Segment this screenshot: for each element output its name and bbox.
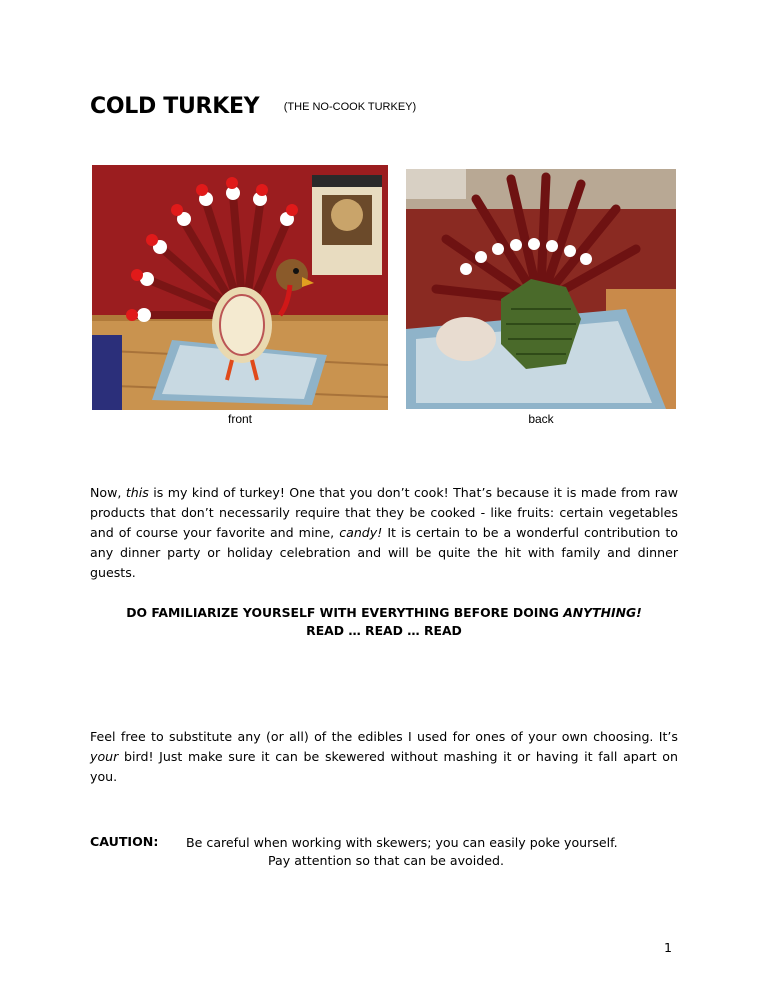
- intro-emphasis-candy: candy!: [339, 525, 383, 540]
- familiarize-notice: [90, 604, 678, 640]
- substitute-text-2: bird! Just make sure it can be skewered without mashing it or having it fall apart on you.: [90, 749, 678, 784]
- caution-line-1: Be careful when working with skewers; you can easily poke yourself.: [186, 835, 618, 850]
- intro-paragraph: [90, 483, 678, 583]
- page-title: COLD TURKEY: [90, 94, 260, 119]
- page-number: 1: [664, 940, 673, 955]
- familiarize-text: DO FAMILIARIZE YOURSELF WITH EVERYTHING BEFORE DOING: [126, 605, 564, 620]
- substitute-emphasis: your: [90, 749, 119, 764]
- page-subtitle: (THE NO-COOK TURKEY): [283, 101, 417, 113]
- caution-label: CAUTION:: [90, 834, 159, 849]
- front-photo: [92, 165, 388, 410]
- substitute-paragraph: [90, 727, 678, 787]
- intro-text-3: It is certain to be a wonderful contribution to any dinner party or holiday celebration and will be quite the hit with family and dinner guests.: [90, 525, 678, 580]
- familiarize-emphasis: ANYTHING!: [563, 605, 642, 620]
- intro-text-1: Now,: [90, 485, 126, 500]
- substitute-text-1: Feel free to substitute any (or all) of the edibles I used for ones of your own choosing. It’s: [90, 729, 678, 744]
- familiarize-line-1: [90, 604, 678, 622]
- caution-text: [186, 834, 626, 870]
- title-row: [90, 94, 416, 119]
- back-caption: back: [528, 412, 554, 426]
- intro-text-2: is my kind of turkey! One that you don’t cook! That’s because it is made from raw products that don’t necessarily require that they be cooked - like fruits: certain vegetables and of course your favorite and mine,: [90, 485, 678, 540]
- caution-line-2: Pay attention so that can be avoided.: [268, 853, 504, 868]
- read-line: READ … READ … READ: [306, 623, 462, 638]
- back-photo: [406, 169, 676, 409]
- intro-emphasis-this: this: [125, 485, 149, 500]
- front-caption: front: [227, 412, 252, 426]
